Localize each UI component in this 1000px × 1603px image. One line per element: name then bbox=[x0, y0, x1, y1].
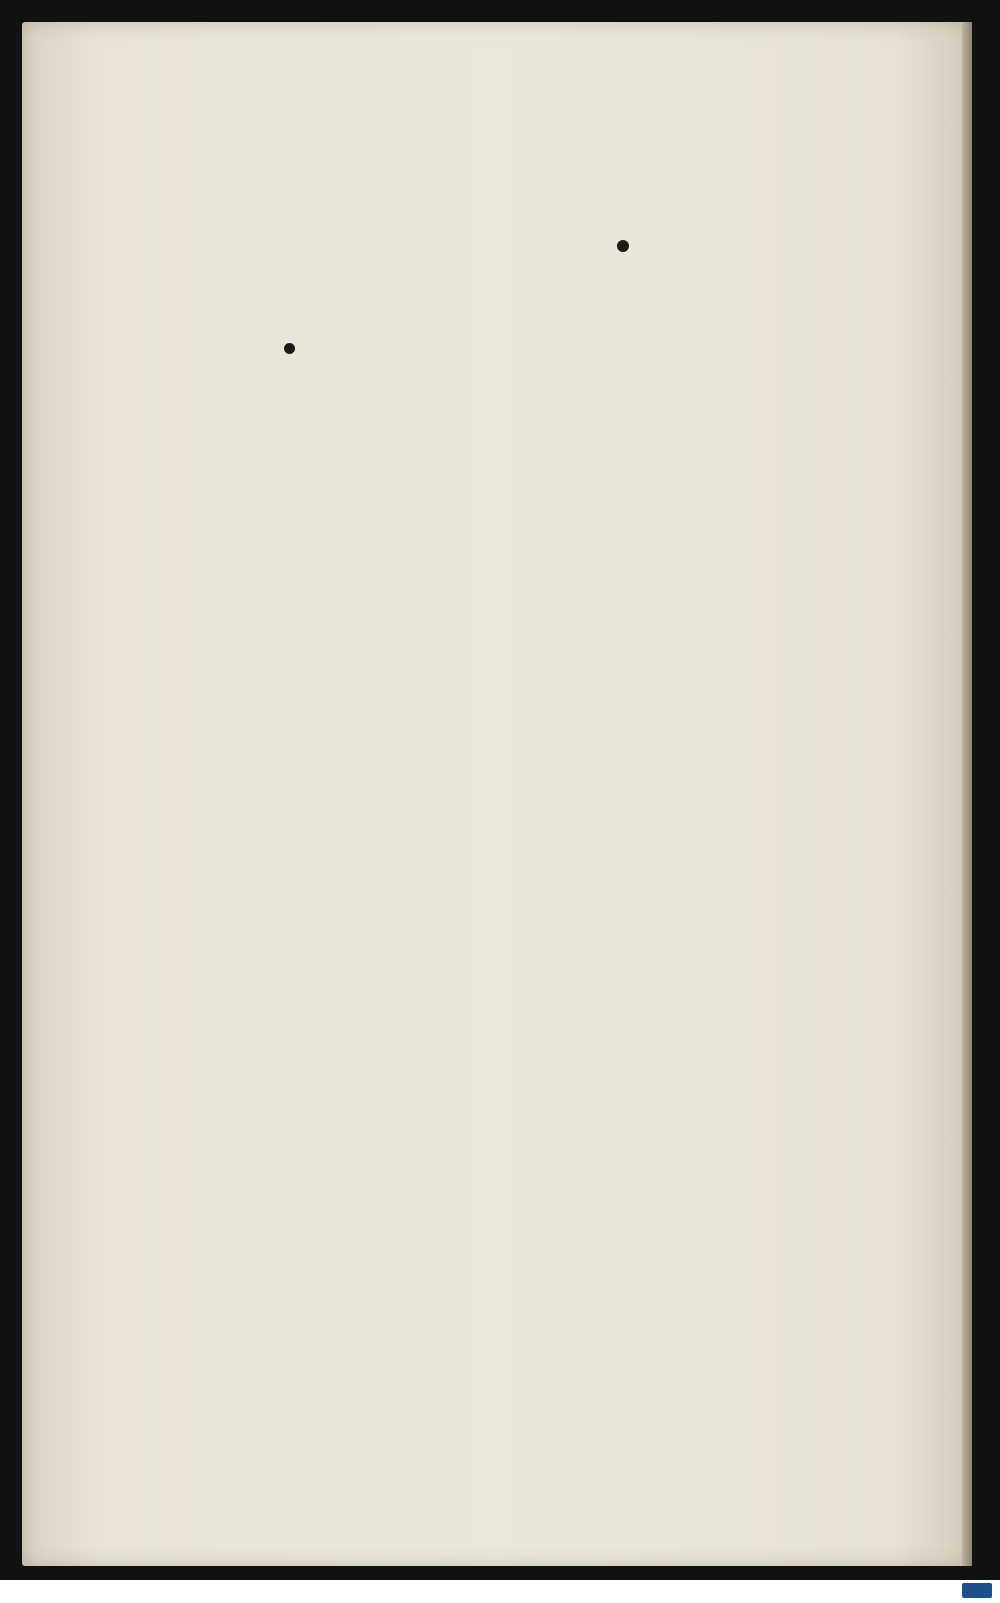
footer-bar bbox=[0, 1580, 1000, 1603]
book-page bbox=[22, 22, 972, 1566]
page-gutter bbox=[962, 22, 972, 1566]
ink-spot bbox=[284, 343, 295, 354]
drop-cap-initial bbox=[168, 646, 268, 746]
dfg-logo bbox=[962, 1583, 992, 1598]
ink-spot bbox=[617, 240, 629, 252]
